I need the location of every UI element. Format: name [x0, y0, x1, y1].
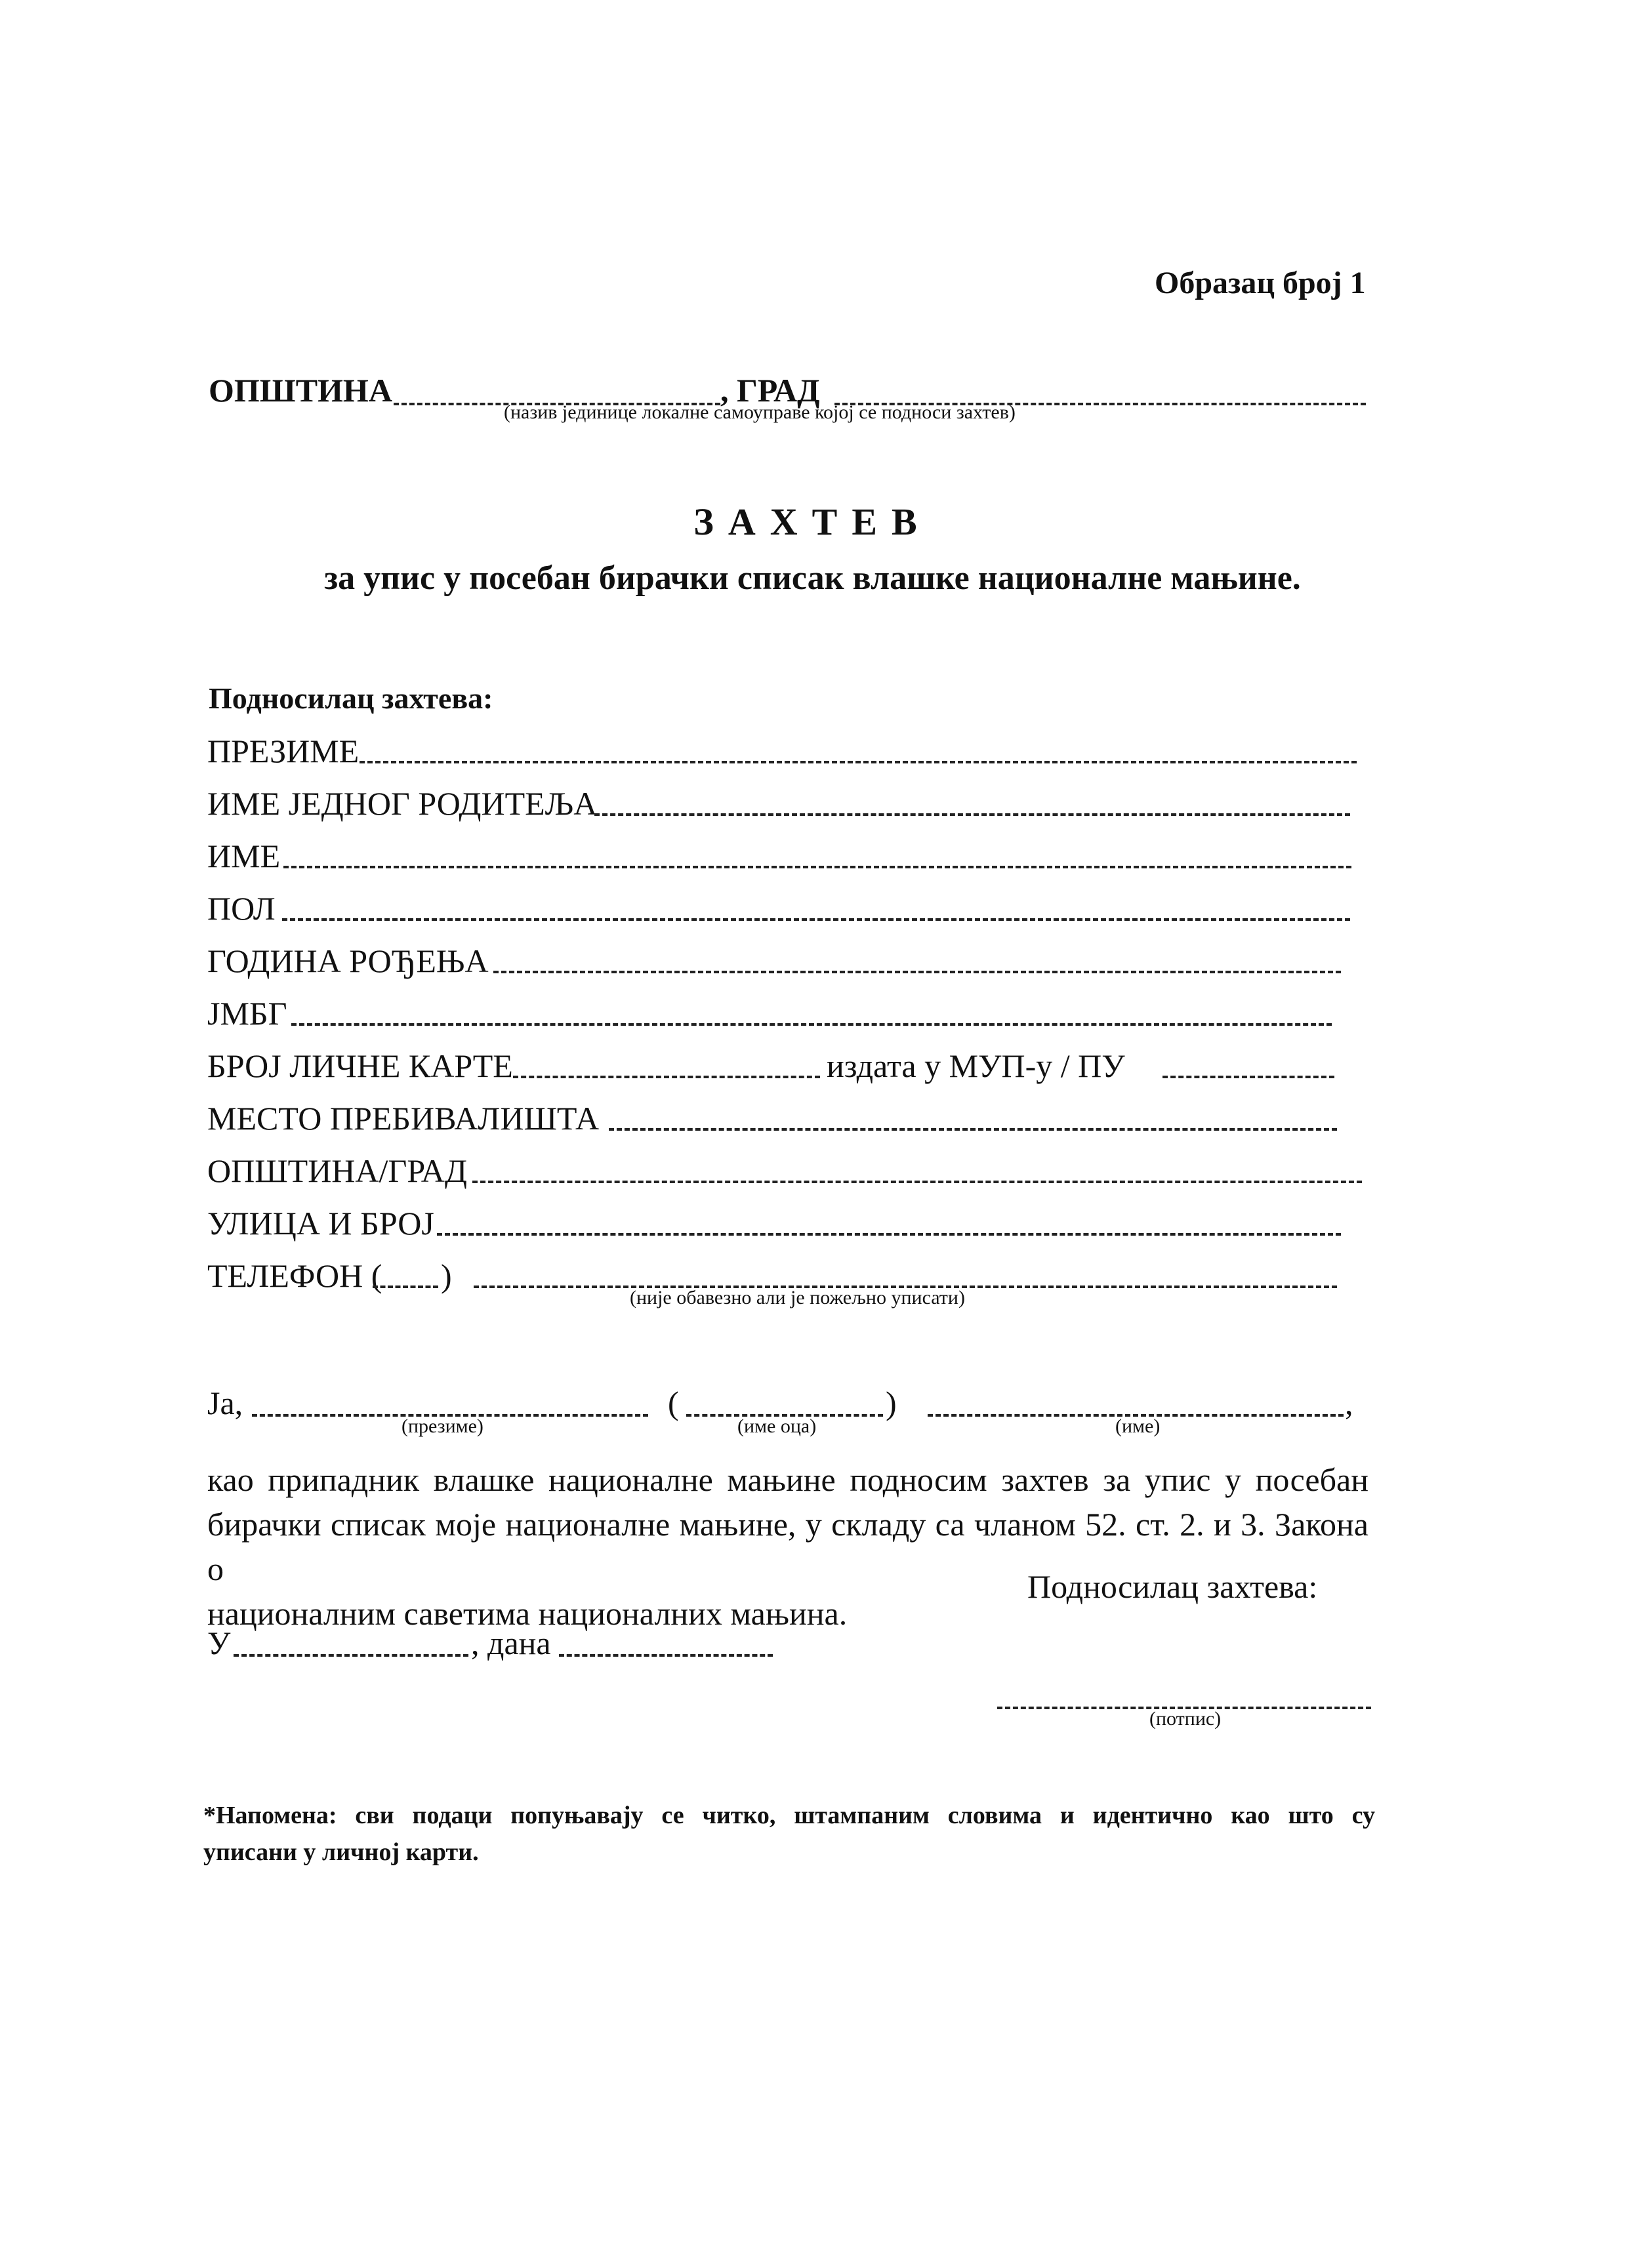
municipality-label: ОПШТИНА: [209, 372, 392, 409]
declaration-comma: ,: [1345, 1385, 1353, 1421]
place-label: У: [207, 1625, 231, 1661]
id-card-line[interactable]: [513, 1076, 820, 1078]
note: [203, 1797, 1375, 1871]
declaration-text: [207, 1457, 1368, 1636]
birth-year-line[interactable]: [493, 971, 1341, 973]
document-title: ЗАХТЕВ: [693, 500, 932, 543]
birth-year-label: ГОДИНА РОЂЕЊА: [207, 942, 489, 979]
applicant-signature-label: Подносилац захтева:: [1027, 1568, 1318, 1605]
jmbg-line[interactable]: [291, 1023, 1332, 1026]
surname-label: ПРЕЗИМЕ: [207, 733, 360, 769]
sex-label: ПОЛ: [207, 890, 276, 927]
declaration-text-line-1: као припадник влашке националне мањине подносим захтев за упис у посебан: [207, 1461, 1368, 1498]
parent-name-label: ИМЕ ЈЕДНОГ РОДИТЕЉА: [207, 785, 598, 822]
declaration-text-line-2: бирачки списак моје националне мањине, у складу са чланом 52. ст. 2. и 3. Закона о: [207, 1506, 1368, 1587]
jmbg-label: ЈМБГ: [207, 995, 287, 1032]
street-label: УЛИЦА И БРОЈ: [207, 1205, 434, 1242]
date-line[interactable]: [559, 1654, 773, 1657]
municipality-city-label: ОПШТИНА/ГРАД: [207, 1152, 467, 1189]
municipality-city-line[interactable]: [472, 1181, 1362, 1183]
name-line[interactable]: [283, 866, 1351, 868]
phone-hint: (није обавезно али је пожељно уписати): [630, 1287, 965, 1308]
city-label: , ГРАД: [720, 372, 820, 409]
declaration-text-line-3: националним саветима националних мањина.: [207, 1595, 848, 1632]
declaration-surname-hint: (презиме): [401, 1415, 483, 1437]
note-line-2: уписани у личној карти.: [203, 1838, 479, 1866]
issued-by-label: издата у МУП-у / ПУ: [827, 1047, 1125, 1084]
parent-name-line[interactable]: [594, 813, 1350, 816]
place-line[interactable]: [234, 1654, 468, 1657]
issued-by-line[interactable]: [1162, 1076, 1334, 1078]
name-label: ИМЕ: [207, 838, 281, 874]
municipality-hint: (назив јединице локалне самоуправе којој се подноси захтев): [504, 401, 1016, 423]
surname-line[interactable]: [360, 761, 1357, 763]
id-card-label: БРОЈ ЛИЧНЕ КАРТЕ: [207, 1047, 513, 1084]
declaration-ja: Ја,: [207, 1385, 243, 1421]
residence-line[interactable]: [609, 1128, 1337, 1131]
declaration-close-paren: ): [886, 1385, 897, 1421]
declaration-open-paren: (: [668, 1385, 679, 1421]
residence-label: МЕСТО ПРЕБИВАЛИШТА: [207, 1100, 600, 1137]
declaration-name-hint: (име): [1115, 1415, 1161, 1437]
phone-close-paren: ): [441, 1257, 452, 1294]
signature-hint: (потпис): [1149, 1708, 1222, 1730]
applicant-heading: Подносилац захтева:: [209, 681, 493, 715]
document-subtitle: за упис у посебан бирачки списак влашке националне мањине.: [324, 559, 1301, 597]
form-number: Образац број 1: [1155, 266, 1366, 300]
date-label: , дана: [471, 1625, 551, 1661]
declaration-father-hint: (име оца): [737, 1415, 817, 1437]
street-line[interactable]: [437, 1233, 1341, 1236]
sex-line[interactable]: [282, 918, 1350, 921]
phone-area-line[interactable]: [373, 1286, 438, 1288]
note-line-1: *Напомена: сви подаци попуњавају се читко, штампаним словима и идентично као што су: [203, 1802, 1375, 1829]
phone-label: ТЕЛЕФОН (: [207, 1257, 382, 1294]
